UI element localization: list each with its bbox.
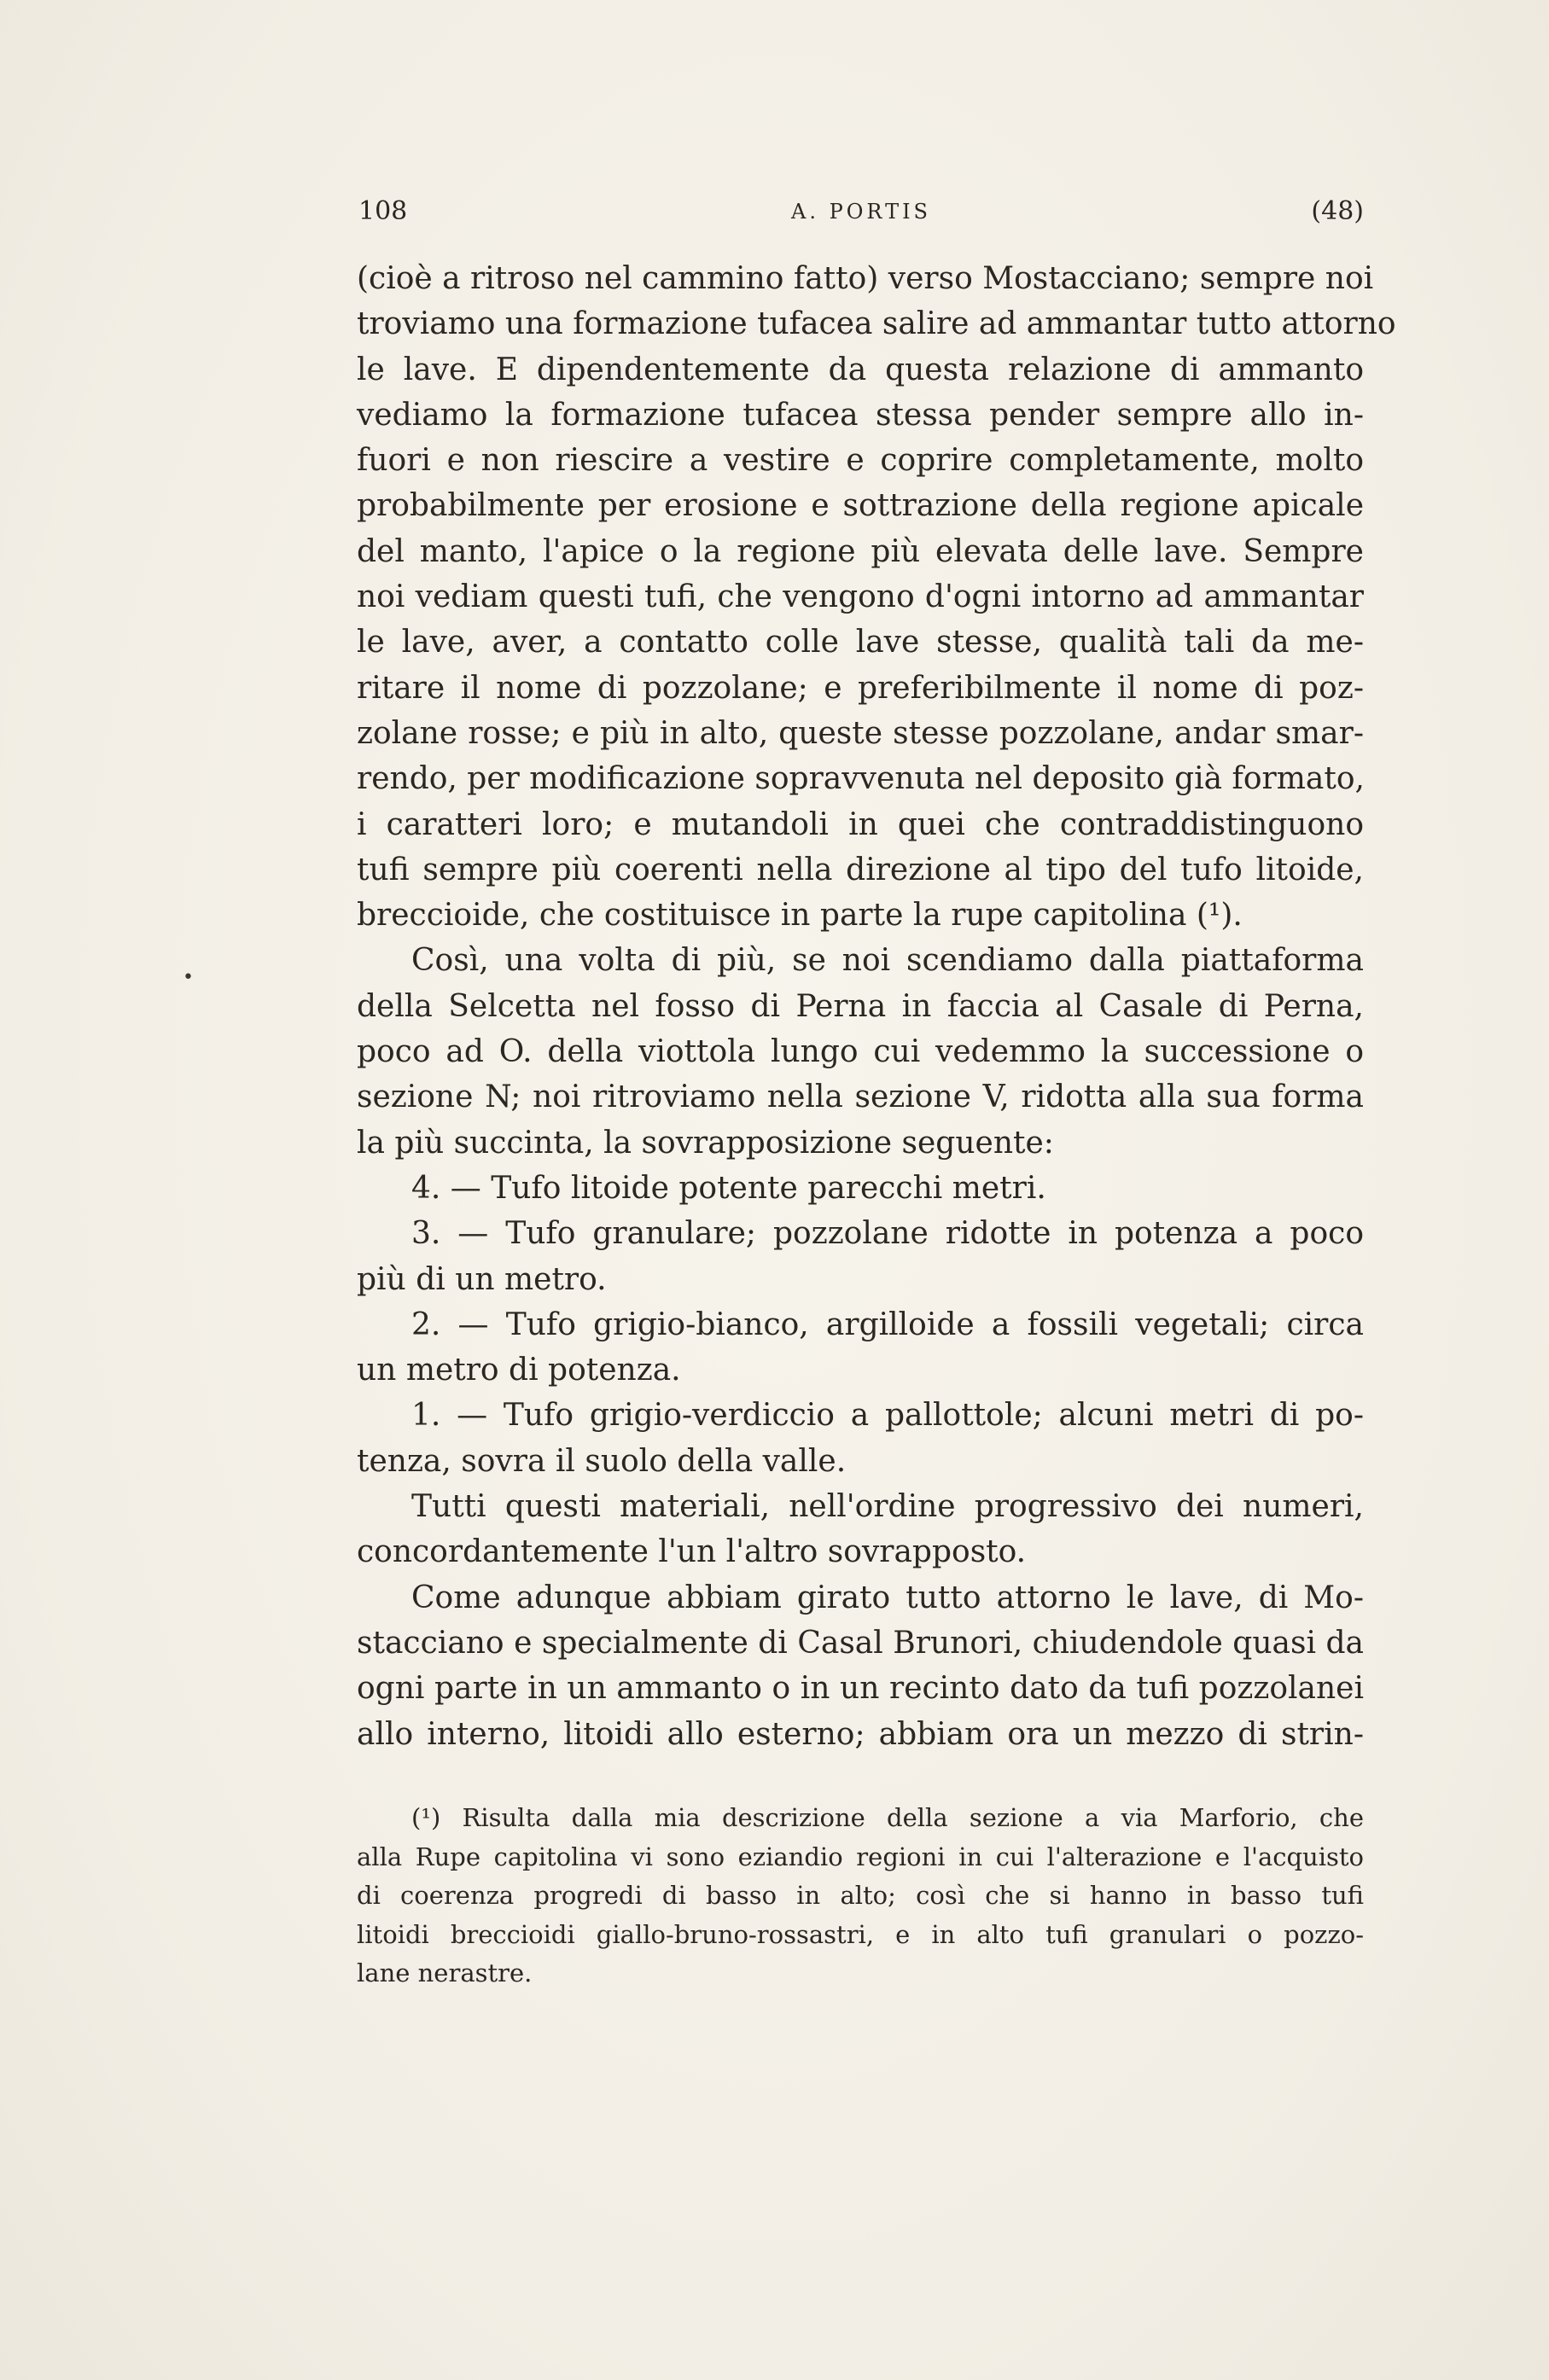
footnote-line: (¹) Risulta dalla mia descrizione della sezione a via Marforio, che bbox=[411, 1803, 1364, 1832]
text-line: Tutti questi materiali, nell'ordine progressivo dei numeri, bbox=[411, 1489, 1364, 1525]
text-line: le lave. E dipendentemente da questa relazione di ammanto bbox=[357, 352, 1364, 387]
footnotes bbox=[357, 1799, 1364, 1993]
text-line: 4. — Tufo litoide potente parecchi metri. bbox=[411, 1170, 1046, 1206]
text-line: allo interno, litoidi allo esterno; abbiam ora un mezzo di strin- bbox=[357, 1716, 1364, 1752]
text-line: 3. — Tufo granulare; pozzolane ridotte in potenza a poco bbox=[411, 1216, 1364, 1252]
running-title: A. PORTIS bbox=[791, 200, 931, 224]
text-line: sezione N; noi ritroviamo nella sezione V, ridotta alla sua forma bbox=[357, 1079, 1364, 1115]
section-number: (48) bbox=[1311, 196, 1364, 226]
text-line: noi vediam questi tufi, che vengono d'ogni intorno ad ammantar bbox=[357, 579, 1364, 615]
text-line: breccioide, che costituisce in parte la rupe capitolina (¹). bbox=[357, 898, 1243, 934]
body-text bbox=[357, 256, 1396, 1757]
text-line: 2. — Tufo grigio-bianco, argilloide a fossili vegetali; circa bbox=[411, 1306, 1364, 1342]
text-line: tenza, sovra il suolo della valle. bbox=[357, 1443, 847, 1479]
text-line: del manto, l'apice o la regione più elevata delle lave. Sempre bbox=[357, 533, 1364, 569]
footnote-line: alla Rupe capitolina vi sono eziandio regioni in cui l'alterazione e l'acquisto bbox=[357, 1842, 1364, 1871]
text-line: la più succinta, la sovrapposizione seguente: bbox=[357, 1125, 1054, 1161]
text-line: un metro di potenza. bbox=[357, 1353, 681, 1388]
text-line: concordantemente l'un l'altro sovrapposto. bbox=[357, 1534, 1027, 1570]
footnote-line: litoidi breccioidi giallo-bruno-rossastri, e in alto tufi granulari o pozzo- bbox=[357, 1919, 1364, 1949]
text-line: 1. — Tufo grigio-verdiccio a pallottole; alcuni metri di po- bbox=[411, 1398, 1364, 1434]
text-line: troviamo una formazione tufacea salire ad ammantar tutto attorno bbox=[357, 306, 1396, 342]
text-line: più di un metro. bbox=[357, 1261, 607, 1297]
text-line: rendo, per modificazione sopravvenuta nel deposito già formato, bbox=[357, 761, 1365, 797]
text-line: della Selcetta nel fosso di Perna in faccia al Casale di Perna, bbox=[357, 988, 1364, 1024]
text-line: ritare il nome di pozzolane; e preferibilmente il nome di poz- bbox=[357, 670, 1364, 706]
text-line: poco ad O. della viottola lungo cui vedemmo la successione o bbox=[357, 1034, 1364, 1070]
text-line: vediamo la formazione tufacea stessa pender sempre allo in- bbox=[357, 397, 1364, 433]
page-number: 108 bbox=[358, 196, 408, 226]
text-line: Come adunque abbiam girato tutto attorno le lave, di Mo- bbox=[411, 1580, 1364, 1615]
footnote-line: di coerenza progredi di basso in alto; così che si hanno in basso tufi bbox=[357, 1881, 1364, 1911]
text-line: stacciano e specialmente di Casal Brunori, chiudendole quasi da bbox=[357, 1625, 1364, 1661]
text-line: i caratteri loro; e mutandoli in quei che contraddistinguono bbox=[357, 806, 1364, 842]
text-line: le lave, aver, a contatto colle lave stesse, qualità tali da me- bbox=[357, 625, 1364, 660]
text-line: Così, una volta di più, se noi scendiamo dalla piattaforma bbox=[411, 943, 1364, 979]
margin-mark: • bbox=[183, 967, 194, 988]
text-line: (cioè a ritroso nel cammino fatto) verso Mostacciano; sempre noi bbox=[357, 261, 1374, 296]
page-header bbox=[358, 196, 1364, 247]
text-line: tufi sempre più coerenti nella direzione al tipo del tufo litoide, bbox=[357, 852, 1364, 887]
text-line: zolane rosse; e più in alto, queste stesse pozzolane, andar smar- bbox=[357, 715, 1364, 751]
text-line: fuori e non riescire a vestire e coprire completamente, molto bbox=[357, 443, 1364, 479]
text-line: probabilmente per erosione e sottrazione della regione apicale bbox=[357, 488, 1364, 524]
text-line: ogni parte in un ammanto o in un recinto dato da tufi pozzolanei bbox=[357, 1671, 1364, 1707]
footnote-line: lane nerastre. bbox=[357, 1958, 533, 1988]
